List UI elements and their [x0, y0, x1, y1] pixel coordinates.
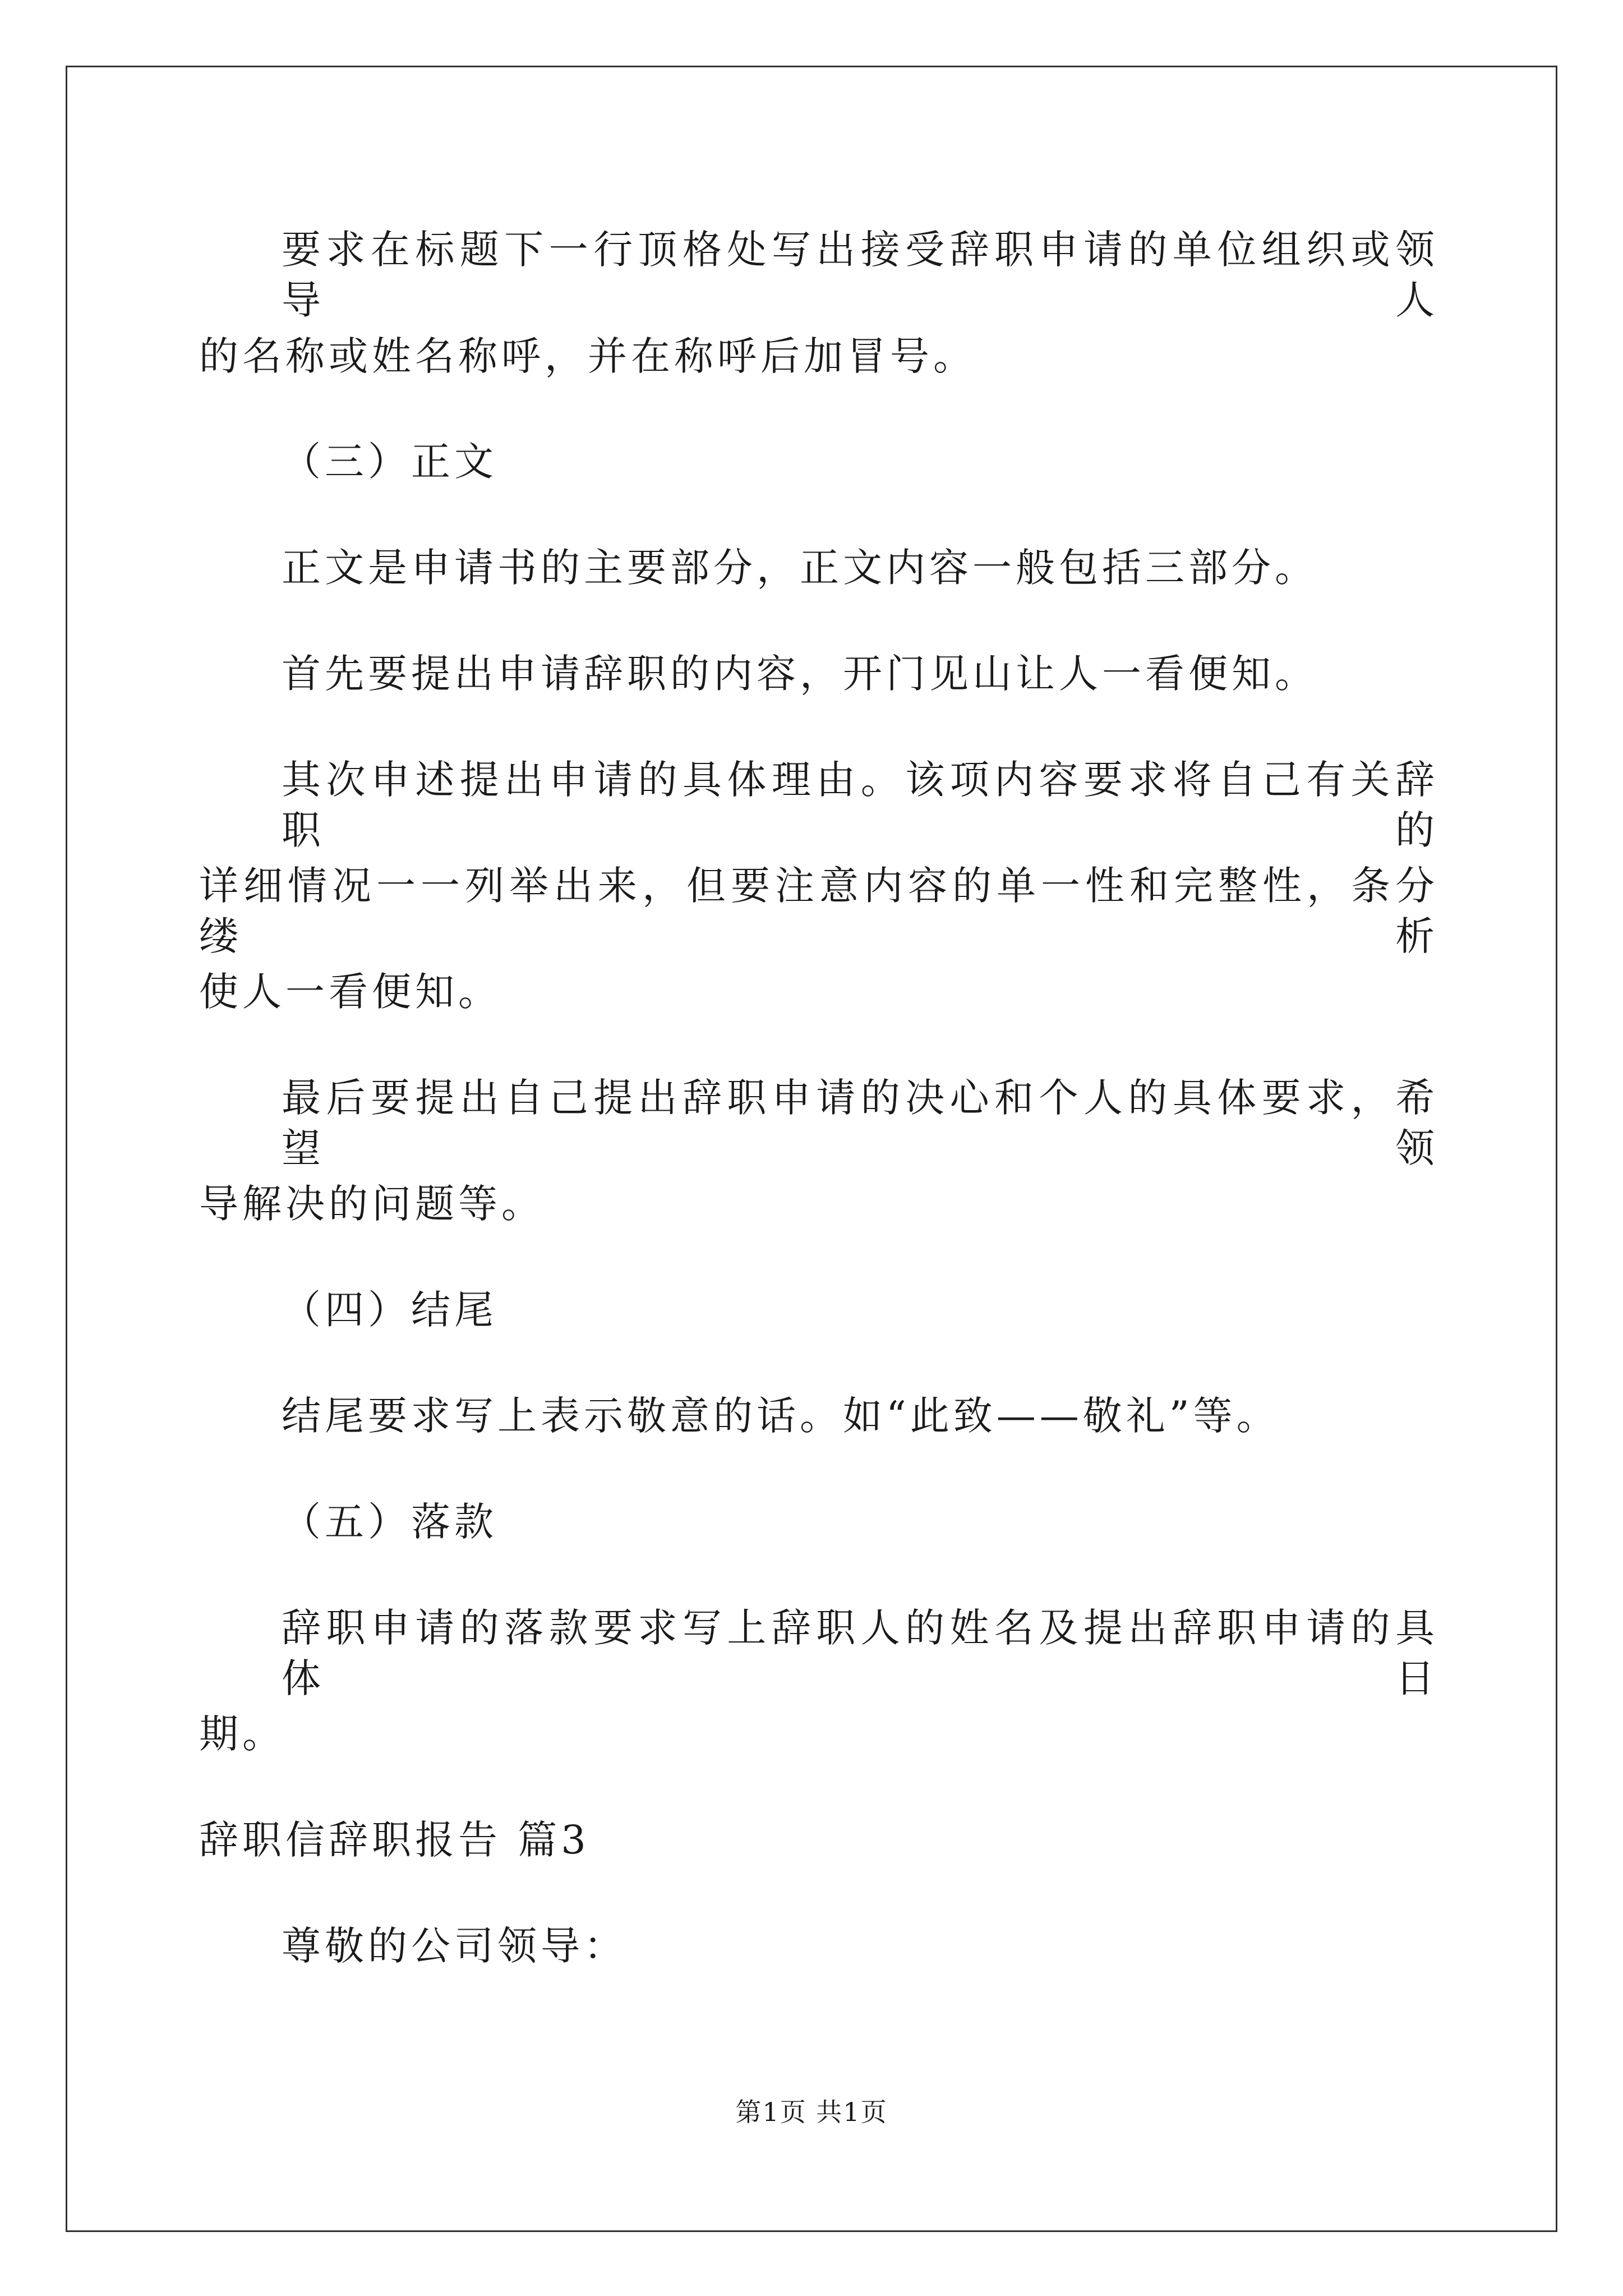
body-line: 首先要提出申请辞职的内容，开门见山让人一看便知。	[282, 651, 1318, 697]
body-line: 辞职申请的落款要求写上辞职人的姓名及提出辞职申请的具体日	[282, 1605, 1438, 1701]
section-heading: （五）落款	[282, 1499, 497, 1545]
body-line: 使人一看便知。	[199, 969, 501, 1015]
body-line: 导解决的问题等。	[199, 1181, 545, 1227]
page-footer: 第1页 共1页	[735, 2097, 888, 2127]
salutation: 尊敬的公司领导：	[282, 1923, 627, 1969]
body-line: 期。	[199, 1711, 285, 1757]
body-line: 的名称或姓名称呼，并在称呼后加冒号。	[199, 333, 976, 379]
article-heading: 辞职信辞职报告 篇3	[199, 1817, 590, 1863]
section-heading: （四）结尾	[282, 1287, 497, 1333]
body-line: 其次申述提出申请的具体理由。该项内容要求将自己有关辞职的	[282, 757, 1438, 853]
body-line: 要求在标题下一行顶格处写出接受辞职申请的单位组织或领导人	[282, 227, 1438, 323]
body-line: 详细情况一一列举出来，但要注意内容的单一性和完整性，条分缕析	[199, 863, 1438, 959]
body-line: 结尾要求写上表示敬意的话。如“此致——敬礼”等。	[282, 1393, 1280, 1439]
section-heading: （三）正文	[282, 439, 497, 485]
body-line: 正文是申请书的主要部分，正文内容一般包括三部分。	[282, 545, 1318, 591]
body-line: 最后要提出自己提出辞职申请的决心和个人的具体要求，希望领	[282, 1075, 1438, 1171]
